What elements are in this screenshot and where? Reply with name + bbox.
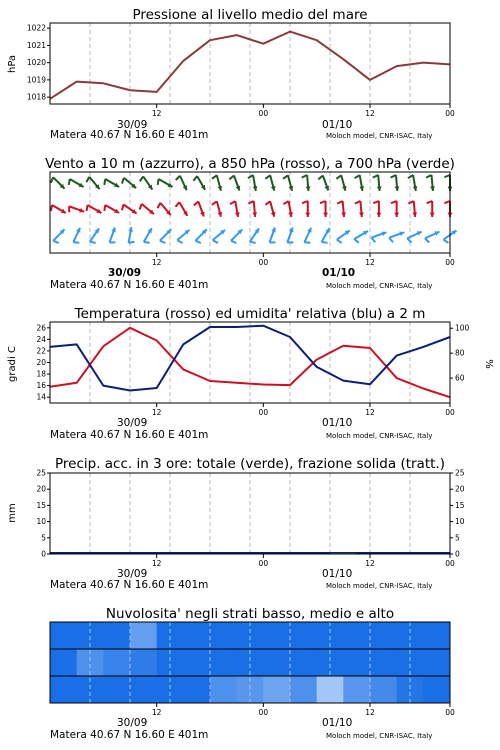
- cloud-cell: [290, 676, 317, 703]
- wind850-arrow: [230, 201, 240, 217]
- x-tick-label: 12: [365, 258, 375, 267]
- y-tick-right-label: 0: [455, 549, 460, 559]
- cloud-cell: [210, 649, 237, 676]
- cloud-cell: [50, 622, 77, 649]
- pressure-panel: [7, 7, 455, 141]
- arrow-feather: [104, 179, 105, 185]
- wind700-arrow: [69, 179, 84, 187]
- precip-ylabel: mm: [7, 503, 18, 523]
- wind10-arrow: [425, 231, 440, 242]
- y-tick-right-label: 10: [455, 517, 465, 527]
- arrow-feather: [337, 201, 342, 204]
- wind700-arrow: [86, 177, 99, 189]
- cloud-cell: [290, 649, 317, 676]
- precip-yticks: [36, 469, 464, 559]
- wind700-arrow: [426, 175, 435, 191]
- pressure-ylabel: hPa: [7, 54, 18, 74]
- arrow-feather: [408, 175, 413, 178]
- y-tick-right-label: 20: [455, 484, 465, 494]
- wind850-arrow: [283, 201, 293, 217]
- wind-title: Vento a 10 m (azzurro), a 850 hPa (rosso), a 700 hPa (verde): [45, 156, 455, 172]
- arrow-feather: [144, 242, 150, 243]
- rh-ylabel: %: [483, 359, 494, 369]
- wind-date-1: 30/09: [108, 267, 142, 279]
- x-tick-label: 12: [365, 708, 375, 717]
- y-tick-label: 18: [36, 369, 46, 379]
- y-tick-right-label: 25: [455, 468, 465, 478]
- arrow-feather: [122, 178, 124, 184]
- x-tick-label: 00: [258, 258, 269, 267]
- wind700-arrow: [104, 179, 119, 187]
- arrow-feather: [337, 240, 342, 243]
- arrow-feather: [122, 204, 123, 210]
- x-tick-label: 00: [258, 559, 269, 568]
- arrow-feather: [51, 177, 53, 182]
- y-tick-right-label: 15: [455, 500, 465, 510]
- wind10-arrow: [389, 232, 404, 243]
- arrow-feather: [53, 241, 58, 243]
- x-tick-label: 12: [151, 109, 162, 118]
- precip-grid: [90, 473, 410, 554]
- arrow-feather: [336, 175, 341, 179]
- arrow-head: [394, 213, 399, 217]
- wind700-arrow: [444, 175, 452, 191]
- cloud-cell: [343, 649, 370, 676]
- wind700-arrow: [212, 175, 222, 190]
- y-tick-label: 0: [41, 549, 46, 559]
- cloud-cell: [370, 676, 397, 703]
- cloud-cell: [130, 622, 157, 649]
- arrow-feather: [229, 175, 234, 179]
- precip-location: Matera 40.67 N 16.60 E 401m: [50, 579, 209, 591]
- cloud-cell: [263, 622, 290, 649]
- wind10-arrow: [304, 228, 311, 243]
- precip-date-2: 01/10: [322, 568, 353, 580]
- arrow-feather: [322, 242, 328, 243]
- wind850-arrow: [373, 201, 381, 217]
- wind850-arrow: [302, 201, 310, 217]
- wind10-arrow: [195, 229, 206, 243]
- wind850-arrow: [265, 201, 275, 216]
- arrow-feather: [407, 238, 411, 242]
- temp-title: Temperatura (rosso) ed umidita' relativa (blu) a 2 m: [74, 306, 426, 322]
- wind-barbs: [51, 175, 457, 243]
- temp-model: Moloch model, CNR-ISAC, Italy: [326, 432, 433, 440]
- precip-date-1: 30/09: [117, 568, 148, 580]
- arrow-feather: [195, 241, 200, 243]
- cloud-date-1: 30/09: [117, 717, 148, 729]
- x-tick-label: 12: [365, 109, 375, 118]
- arrow-feather: [129, 242, 135, 243]
- cloud-cell: [423, 622, 450, 649]
- x-tick-label: 00: [445, 559, 455, 568]
- x-tick-label: 00: [445, 258, 455, 267]
- cloud-cell: [50, 649, 77, 676]
- y-tick-label: 1018: [26, 92, 46, 102]
- cloud-cell: [130, 649, 157, 676]
- temp-date-1: 30/09: [117, 417, 148, 429]
- arrow-head: [412, 212, 417, 217]
- precip-frame: [50, 473, 450, 554]
- cloud-xticks: [152, 703, 455, 717]
- pressure-yticks: [27, 24, 50, 102]
- y-tick-right-label: 5: [455, 533, 460, 543]
- x-tick-label: 00: [258, 408, 269, 417]
- arrow-feather: [176, 202, 180, 207]
- y-tick-label: 1019: [26, 75, 46, 85]
- wind850-arrow: [69, 206, 84, 212]
- wind850-arrow: [427, 201, 435, 217]
- wind850-arrow: [176, 202, 188, 216]
- arrow-feather: [86, 177, 89, 182]
- y-tick-label: 22: [36, 346, 46, 356]
- y-tick-label: 16: [36, 381, 46, 391]
- wind700-arrow: [373, 175, 382, 191]
- y-tick-right-label: 100: [455, 323, 470, 333]
- arrow-feather: [373, 175, 378, 178]
- wind700-arrow: [51, 177, 65, 188]
- pressure-frame: [50, 23, 450, 104]
- cloud-cell: [183, 676, 210, 703]
- wind850-arrow: [337, 201, 346, 217]
- x-tick-label: 12: [151, 708, 162, 717]
- x-tick-label: 00: [258, 109, 269, 118]
- arrow-feather: [194, 201, 199, 205]
- arrow-feather: [283, 201, 288, 204]
- y-tick-right-label: 80: [455, 348, 465, 358]
- pressure-xticks: [152, 104, 455, 118]
- arrow-feather: [212, 201, 217, 205]
- rh-yticks: [450, 324, 470, 383]
- precip-xticks: [152, 554, 455, 568]
- wind10-arrow: [128, 227, 134, 243]
- cloud-cell: [290, 622, 317, 649]
- arrow-feather: [231, 241, 236, 243]
- arrow-feather: [354, 239, 359, 243]
- arrow-feather: [104, 205, 105, 211]
- x-tick-label: 12: [365, 559, 375, 568]
- wind850-arrow: [444, 201, 452, 217]
- arrow-feather: [389, 238, 393, 243]
- wind700-arrow: [193, 176, 205, 190]
- wind700-arrow: [176, 176, 187, 191]
- arrow-head: [252, 212, 257, 217]
- y-tick-label: 26: [36, 323, 46, 333]
- x-tick-label: 12: [151, 408, 162, 417]
- wind10-arrow: [354, 231, 368, 243]
- arrow-feather: [443, 240, 448, 243]
- precip-title: Precip. acc. in 3 ore: totale (verde), frazione solida (tratt.): [55, 456, 445, 472]
- arrow-head: [377, 186, 382, 191]
- pressure-model: Moloch model, CNR-ISAC, Italy: [326, 132, 433, 140]
- wind700-arrow: [391, 175, 400, 191]
- x-tick-label: 12: [365, 408, 375, 417]
- cloud-cell: [103, 622, 130, 649]
- y-tick-label: 5: [41, 533, 46, 543]
- pressure-date-2: 01/10: [322, 119, 353, 131]
- cloud-cell: [343, 622, 370, 649]
- arrow-head: [430, 213, 435, 217]
- arrow-head: [377, 213, 382, 217]
- arrow-feather: [51, 205, 52, 211]
- arrow-feather: [157, 203, 160, 208]
- cloud-cell: [263, 649, 290, 676]
- cloud-title: Nuvolosita' negli strati basso, medio e alto: [105, 606, 395, 622]
- y-tick-label: 15: [36, 500, 46, 510]
- cloud-date-2: 01/10: [322, 717, 353, 729]
- y-tick-label: 1021: [26, 40, 46, 50]
- cloud-panel: [50, 606, 455, 741]
- wind700-arrow: [283, 175, 293, 190]
- arrow-feather: [176, 176, 180, 180]
- cloud-cell: [50, 676, 77, 703]
- wind850-arrow: [157, 203, 170, 215]
- wind850-arrow: [104, 205, 119, 213]
- wind700-arrow: [355, 175, 365, 191]
- y-tick-right-label: 60: [455, 373, 465, 383]
- wind850-arrow: [140, 204, 154, 214]
- x-tick-label: 00: [258, 708, 269, 717]
- cloud-model: Moloch model, CNR-ISAC, Italy: [326, 732, 433, 740]
- arrow-feather: [426, 175, 431, 178]
- temp-panel: [7, 306, 494, 441]
- wind-model: Moloch model, CNR-ISAC, Italy: [326, 282, 433, 290]
- cloud-cell: [370, 649, 397, 676]
- cloud-cell: [210, 622, 237, 649]
- wind10-arrow: [287, 227, 293, 242]
- arrow-feather: [265, 175, 270, 179]
- wind850-arrow: [194, 201, 205, 216]
- x-tick-label: 00: [445, 109, 455, 118]
- wind850-arrow: [51, 205, 66, 213]
- arrow-feather: [193, 176, 197, 181]
- cloud-cell: [183, 649, 210, 676]
- wind10-arrow: [144, 228, 152, 243]
- wind700-arrow: [318, 175, 329, 190]
- wind10-arrow: [109, 227, 115, 242]
- pressure-title: Pressione al livello medio del mare: [132, 7, 368, 23]
- wind10-arrow: [177, 230, 189, 243]
- y-tick-label: 20: [36, 484, 46, 494]
- wind10-arrow: [53, 229, 64, 243]
- arrow-head: [306, 186, 311, 191]
- wind10-arrow: [407, 231, 422, 242]
- wind850-arrow: [391, 201, 399, 217]
- wind10-arrow: [213, 230, 225, 243]
- arrow-feather: [283, 175, 288, 179]
- y-tick-label: 10: [36, 517, 46, 527]
- cloud-cell: [370, 622, 397, 649]
- arrow-feather: [250, 242, 256, 243]
- wind850-arrow: [212, 201, 222, 216]
- wind700-arrow: [265, 175, 275, 190]
- wind850-arrow: [320, 201, 328, 217]
- y-tick-label: 1020: [26, 58, 46, 68]
- precip-panel: [7, 456, 465, 591]
- cloud-cells: [50, 622, 451, 703]
- wind10-arrow: [337, 230, 350, 243]
- wind850-arrow: [87, 205, 102, 213]
- wind700-arrow: [229, 175, 240, 190]
- x-tick-label: 12: [151, 559, 162, 568]
- arrow-feather: [391, 175, 396, 178]
- cloud-cell: [263, 676, 290, 703]
- temp-ylabel: gradi C: [7, 346, 18, 382]
- wind10-arrow: [322, 228, 330, 243]
- wind-date-2: 01/10: [322, 267, 356, 279]
- wind700-arrow: [302, 175, 311, 191]
- cloud-cell: [343, 676, 370, 703]
- cloud-cell: [103, 676, 130, 703]
- wind10-arrow: [73, 228, 80, 243]
- arrow-feather: [213, 240, 218, 243]
- wind850-arrow: [122, 204, 137, 213]
- y-tick-label: 20: [36, 358, 46, 367]
- arrow-feather: [212, 175, 217, 179]
- arrow-feather: [87, 205, 88, 211]
- pressure-grid: [90, 23, 410, 104]
- arrow-head: [395, 186, 400, 191]
- pressure-date-1: 30/09: [117, 119, 148, 131]
- arrow-feather: [408, 201, 413, 204]
- wind700-arrow: [336, 175, 346, 190]
- arrow-feather: [140, 204, 142, 210]
- wind10-arrow: [90, 228, 99, 243]
- arrow-feather: [355, 201, 360, 204]
- arrow-head: [359, 212, 364, 217]
- wind10-arrow: [231, 229, 242, 243]
- y-tick-label: 24: [36, 334, 46, 344]
- cloud-cell: [130, 676, 157, 703]
- arrow-feather: [265, 201, 270, 205]
- arrow-feather: [90, 242, 96, 243]
- arrow-feather: [248, 201, 253, 204]
- cloud-cell: [183, 622, 210, 649]
- arrow-feather: [355, 175, 360, 178]
- x-tick-label: 12: [151, 258, 162, 267]
- arrow-feather: [69, 179, 70, 185]
- y-tick-label: 14: [36, 392, 46, 402]
- arrow-feather: [318, 175, 323, 179]
- temp-xticks: [152, 403, 455, 417]
- arrow-feather: [230, 201, 235, 204]
- wind700-arrow: [408, 175, 418, 191]
- arrow-feather: [302, 175, 307, 178]
- wind700-arrow: [248, 175, 258, 191]
- wind10-arrow: [250, 228, 259, 243]
- cloud-cell: [103, 649, 130, 676]
- cloud-cell: [423, 649, 450, 676]
- temp-grid: [90, 322, 410, 403]
- x-tick-label: 00: [445, 708, 455, 717]
- arrow-head: [341, 212, 346, 217]
- precip-model: Moloch model, CNR-ISAC, Italy: [326, 582, 433, 590]
- pressure-location: Matera 40.67 N 16.60 E 401m: [50, 129, 209, 141]
- wind10-arrow: [269, 227, 275, 242]
- x-tick-label: 00: [445, 408, 455, 417]
- wind700-arrow: [140, 176, 153, 189]
- wind-xticks: [152, 253, 455, 267]
- wind-panel: [45, 156, 456, 291]
- arrow-head: [305, 213, 310, 217]
- cloud-cell: [423, 676, 450, 703]
- wind-location: Matera 40.67 N 16.60 E 401m: [50, 279, 209, 291]
- arrow-feather: [140, 176, 143, 181]
- arrow-feather: [160, 241, 165, 243]
- wind10-arrow: [371, 232, 386, 243]
- temp-yticks: [36, 323, 50, 401]
- y-tick-label: 25: [36, 468, 46, 478]
- arrow-head: [323, 213, 328, 217]
- temp-location: Matera 40.67 N 16.60 E 401m: [50, 429, 209, 441]
- arrow-head: [430, 186, 435, 191]
- wind850-arrow: [355, 201, 364, 217]
- temp-date-2: 01/10: [322, 417, 353, 429]
- arrow-feather: [158, 179, 159, 185]
- cloud-cell: [210, 676, 237, 703]
- arrow-feather: [177, 240, 182, 243]
- y-tick-label: 1022: [26, 23, 46, 33]
- arrow-feather: [371, 238, 375, 243]
- arrow-feather: [248, 175, 253, 178]
- arrow-feather: [425, 238, 429, 242]
- cloud-location: Matera 40.67 N 16.60 E 401m: [50, 729, 209, 741]
- wind700-arrow: [122, 178, 136, 188]
